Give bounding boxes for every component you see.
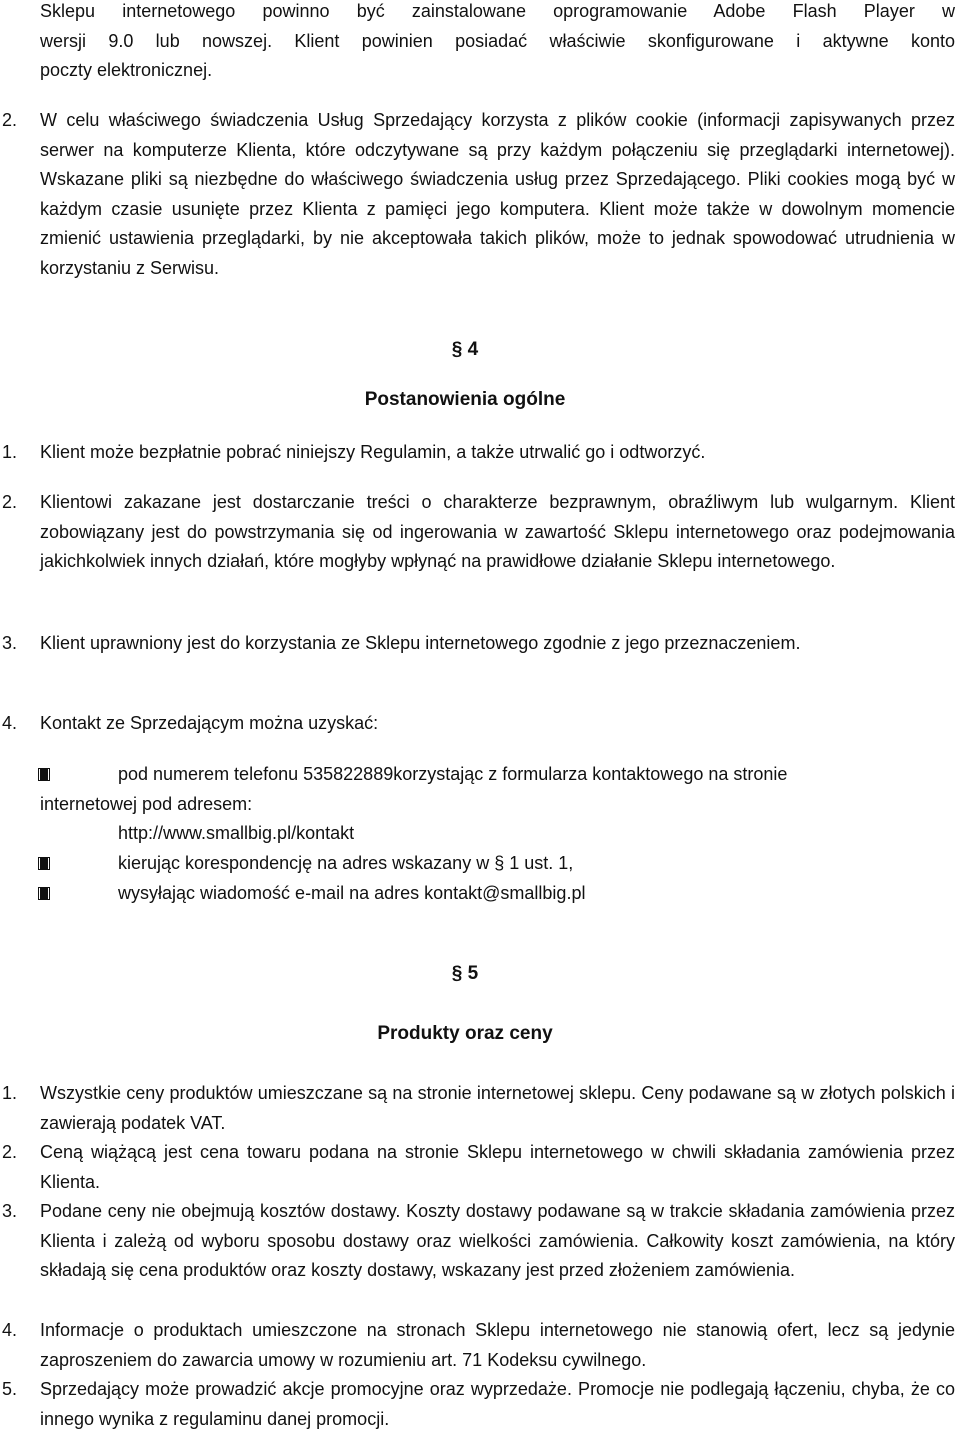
item-number: 2. — [2, 492, 18, 512]
square-bullet-icon — [40, 858, 48, 869]
intro-line: wersji 9.0 lub nowszej. Klient powinien posiadać właściwie skonfigurowane i aktywne konto — [40, 30, 955, 51]
bullet-text: kierując korespondencję na adres wskazany w § 1 ust. 1, — [118, 853, 574, 873]
contact-url-link[interactable]: http://www.smallbig.pl/kontakt — [118, 823, 355, 843]
intro-line: Sklepu internetowego powinno być zainstalowane oprogramowanie Adobe Flash Player w — [40, 1, 955, 21]
item-number: 2. — [2, 1142, 18, 1162]
item-text: Klientowi zakazane jest dostarczanie treści o charakterze bezprawnym, obraźliwym lub wulgarnym. Klient zobowiązany jest do powstrzymania się od ingerowania w zawartość Sklepu internetowego oraz podejmowania jakichkolwiek innych działań, które mogłyby wpłynąć na prawidłowe działanie Sklepu internetowego. — [40, 492, 955, 571]
intro-line: poczty elektronicznej. — [40, 60, 213, 80]
item-text: Klient uprawniony jest do korzystania ze Sklepu internetowego zgodnie z jego przeznaczeniem. — [40, 633, 801, 653]
section-number: § 4 — [451, 339, 479, 360]
section-title: Postanowienia ogólne — [364, 389, 566, 410]
item-text: Klient może bezpłatnie pobrać niniejszy Regulamin, a także utrwalić go i odtworzyć. — [40, 442, 706, 462]
item-text: Kontakt ze Sprzedającym można uzyskać: — [40, 713, 379, 733]
item-number: 2. — [2, 110, 18, 130]
item-number: 1. — [2, 442, 18, 462]
section-title: Produkty oraz ceny — [377, 1023, 553, 1044]
section-number: § 5 — [451, 963, 479, 984]
item-number: 1. — [2, 1083, 18, 1103]
bullet-continuation: internetowej pod adresem: — [40, 794, 253, 814]
square-bullet-icon — [40, 888, 48, 899]
intro-paragraph — [40, 0, 955, 86]
item-number: 4. — [2, 1320, 18, 1340]
item-text: W celu właściwego świadczenia Usług Sprzedający korzysta z plików cookie (informacji zapisywanych przez serwer na komputerze Klienta, które odczytywane są przy każdym połączeniu się przeglądarki internetowej). Wskazane pliki są niezbędne do właściwego świadczenia usług przez Sprzedającego. Pliki cookies mogą być w każdym czasie usunięte przez Klienta z pamięci jego komputera. Klient może także w dowolnym momencie zmienić ustawienia przeglądarki, by nie akceptowała takich plików, może to jednak spowodować utrudnienia w korzystaniu z Serwisu. — [40, 110, 955, 278]
item-number: 5. — [2, 1379, 18, 1399]
item-number: 4. — [2, 713, 18, 733]
item-text: Ceną wiążącą jest cena towaru podana na stronie Sklepu internetowego w chwili składania zamówienia przez Klienta. — [40, 1142, 955, 1192]
item-text: Sprzedający może prowadzić akcje promocyjne oraz wyprzedaże. Promocje nie podlegają łączeniu, chyba, że co innego wynika z regulaminu danej promocji. — [40, 1379, 955, 1429]
item-text: Wszystkie ceny produktów umieszczane są na stronie internetowej sklepu. Ceny podawane są w złotych polskich i zawierają podatek VAT. — [40, 1083, 955, 1133]
bullet-text: pod numerem telefonu 535822889korzystając z formularza kontaktowego na stronie — [118, 764, 788, 784]
item-text: Informacje o produktach umieszczone na stronach Sklepu internetowego nie stanowią ofert, lecz są jedynie zaproszeniem do zawarcia umowy w rozumieniu art. 71 Kodeksu cywilnego. — [40, 1320, 955, 1370]
bullet-text: wysyłając wiadomość e-mail na adres kontakt@smallbig.pl — [118, 883, 586, 903]
square-bullet-icon — [40, 769, 48, 780]
item-number: 3. — [2, 633, 18, 653]
item-number: 3. — [2, 1201, 18, 1221]
item-text: Podane ceny nie obejmują kosztów dostawy. Koszty dostawy podawane są w trakcie składania zamówienia przez Klienta i zależą od wyboru sposobu dostawy oraz wielkości zamówienia. Całkowity koszt zamówienia, na który składają się cena produktów oraz koszty dostawy, wskazany jest przed złożeniem zamówienia. — [40, 1201, 955, 1280]
